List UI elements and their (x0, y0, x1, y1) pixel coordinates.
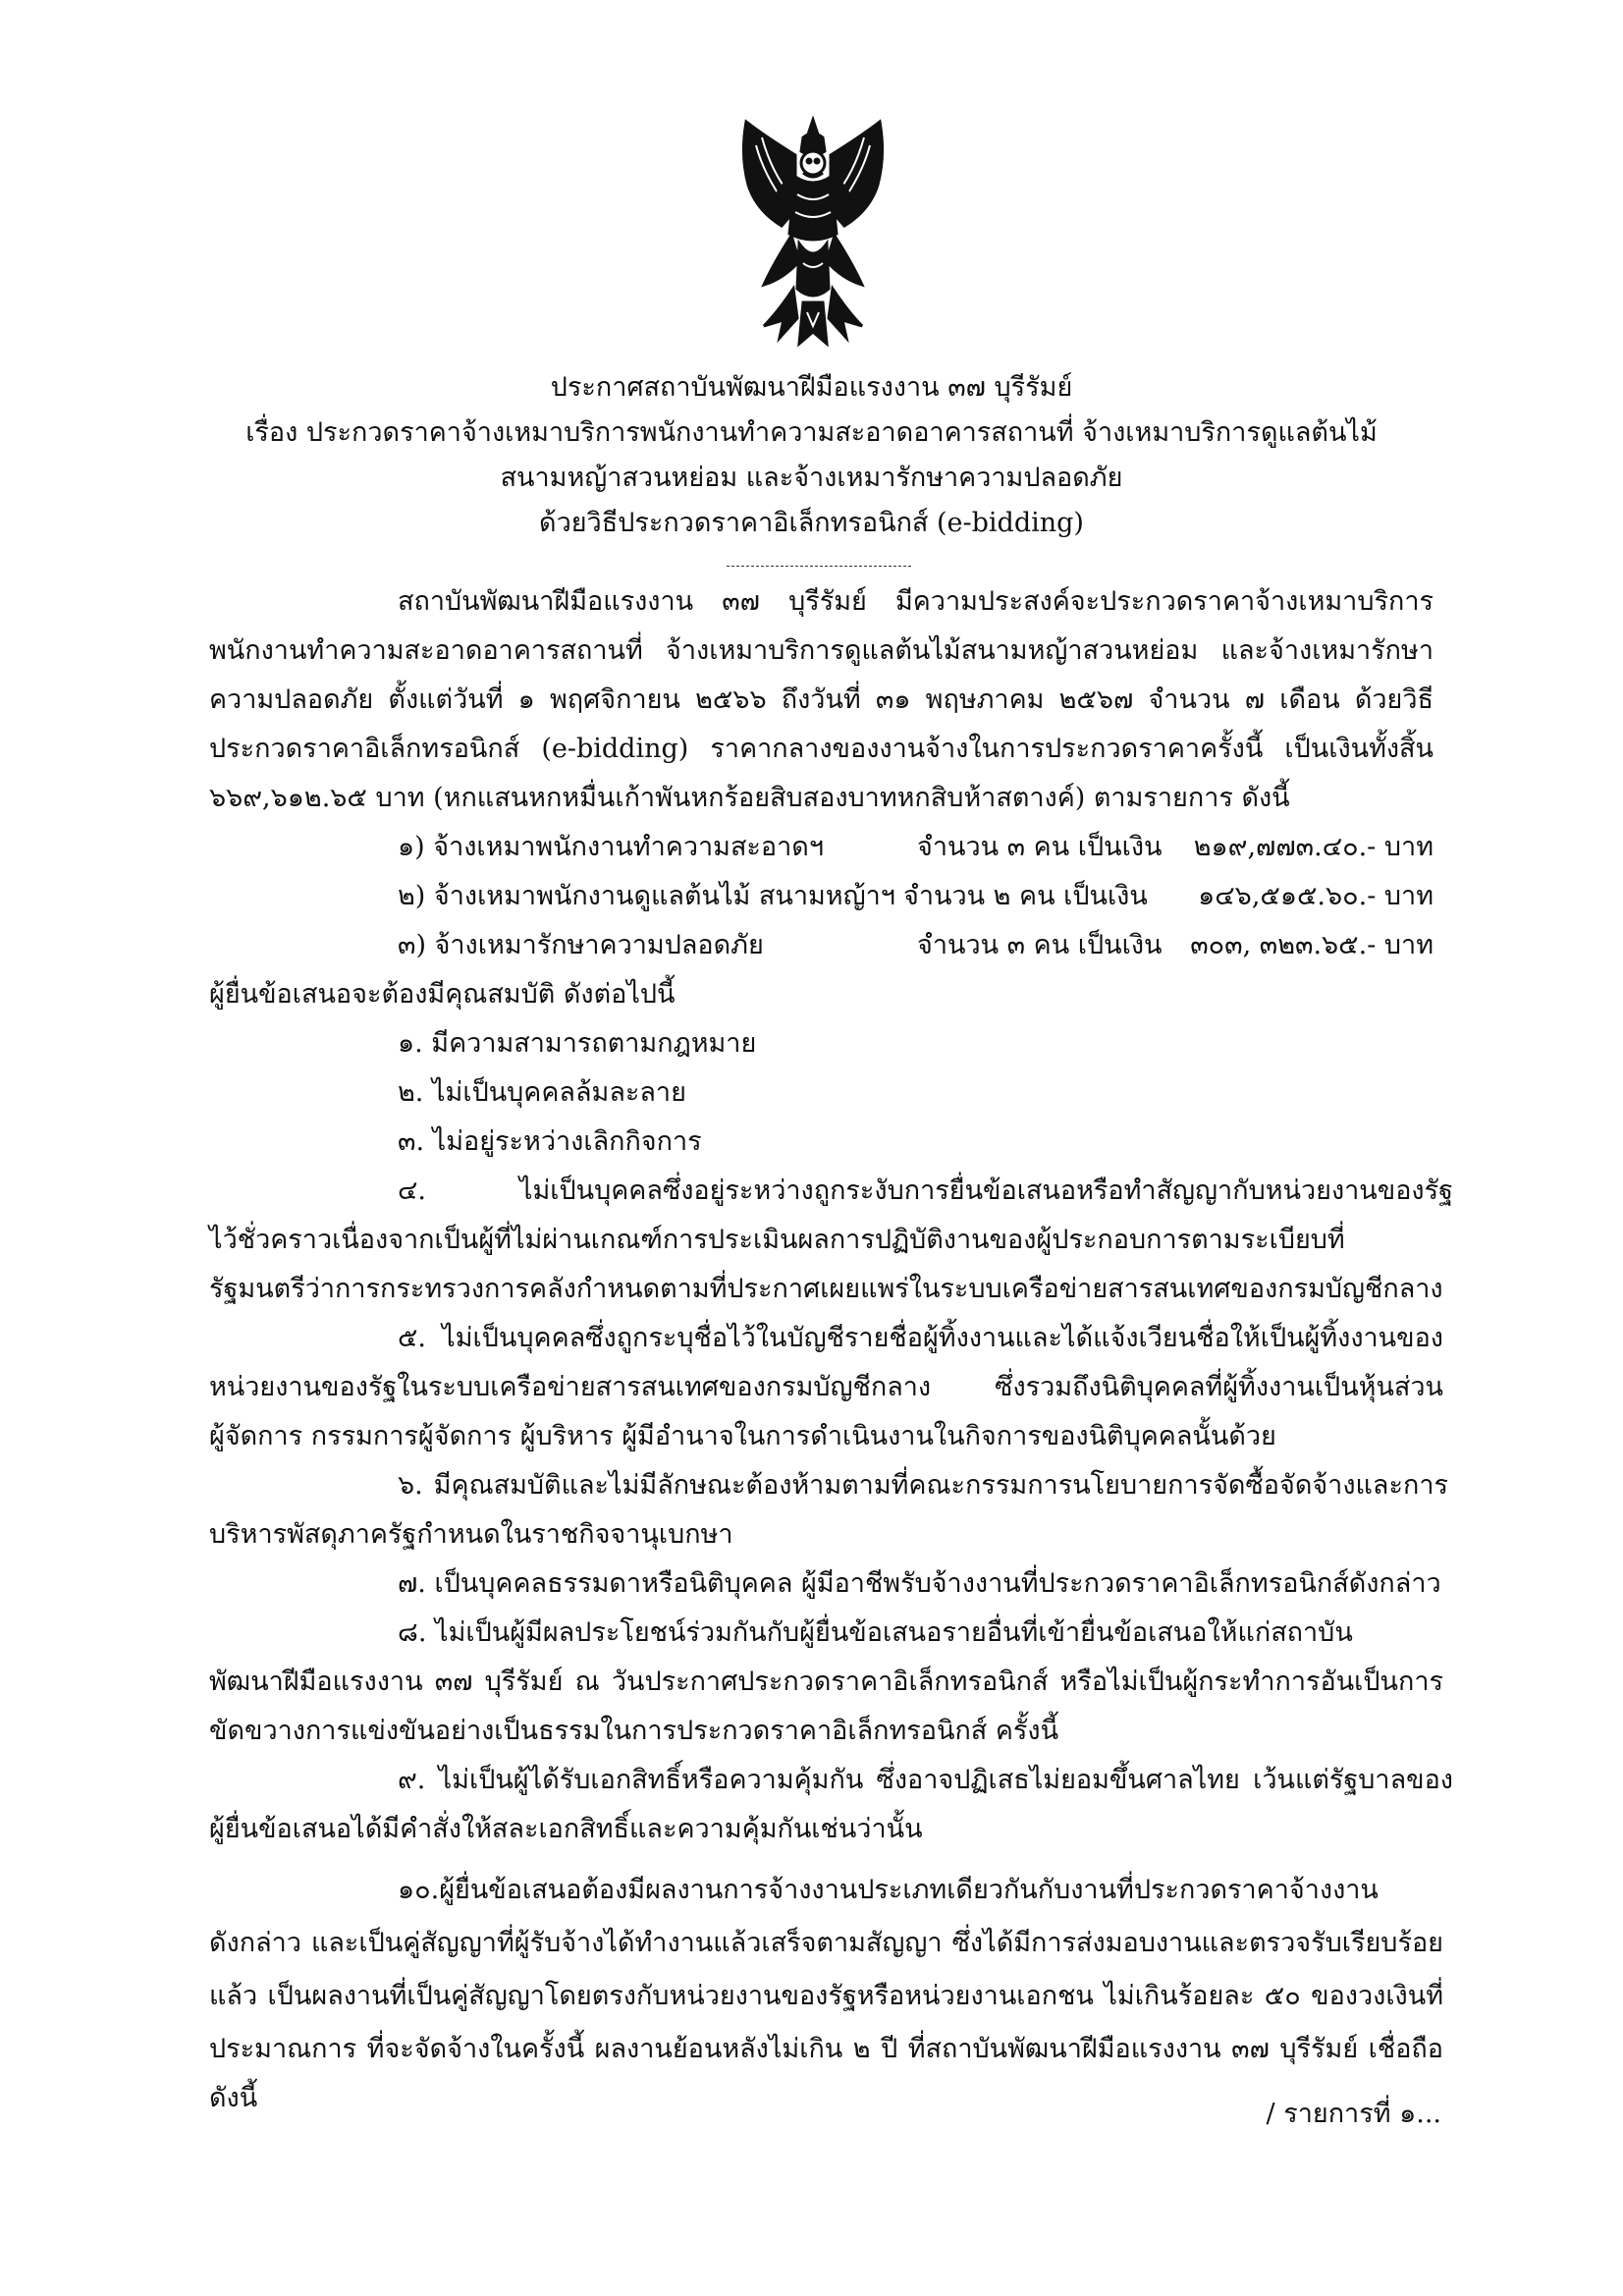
subject-line-1: เรื่อง ประกวดราคาจ้างเหมาบริการพนักงานทำความสะอาดอาคารสถานที่ จ้างเหมาบริการดูแลต้นไม้ (245, 417, 1378, 448)
announcement-title: ประกาศสถาบันพัฒนาฝีมือแรงงาน ๓๗ บุรีรัมย์ (550, 372, 1073, 403)
qualification-5: ๕. ไม่เป็นบุคคลซึ่งถูกระบุชื่อไว้ในบัญชีรายชื่อผู้ทิ้งงานและได้แจ้งเวียนชื่อให้เป็นผู้ทิ้งงานของ (398, 1323, 1443, 1353)
qualification-6: บริหารพัสดุภาครัฐกำหนดในราชกิจจานุเบกษา (209, 1519, 733, 1550)
header-divider (727, 566, 911, 567)
item-amount: ๓๐๓, ๓๒๓.๖๕.- บาท (1190, 930, 1434, 960)
subject-line-3: ด้วยวิธีประกวดราคาอิเล็กทรอนิกส์ (e-bidding) (539, 508, 1084, 538)
intro-line: ความปลอดภัย ตั้งแต่วันที่ ๑ พฤศจิกายน ๒๕๖๖ ถึงวันที่ ๓๑ พฤษภาคม ๒๕๖๗ จำนวน ๗ เดือน ด้วยวิธี (209, 684, 1434, 715)
intro-line: พนักงานทำความสะอาดอาคารสถานที่ จ้างเหมาบริการดูแลต้นไม้สนามหญ้าสวนหย่อม และจ้างเหมารักษา (209, 635, 1434, 666)
item-label: ๓) จ้างเหมารักษาความปลอดภัย (398, 930, 764, 960)
intro-line: สถาบันพัฒนาฝีมือแรงงาน ๓๗ บุรีรัมย์ มีความประสงค์จะประกวดราคาจ้างเหมาบริการ (398, 586, 1434, 617)
qualification-8: พัฒนาฝีมือแรงงาน ๓๗ บุรีรัมย์ ณ วันประกาศประกวดราคาอิเล็กทรอนิกส์ หรือไม่เป็นผู้กระทำการอันเป็นการ (209, 1667, 1443, 1697)
qualification-10: ๑๐.ผู้ยื่นข้อเสนอต้องมีผลงานการจ้างงานประเภทเดียวกันกับงานที่ประกวดราคาจ้างงาน (398, 1875, 1379, 1905)
qualification-5: หน่วยงานของรัฐในระบบเครือข่ายสารสนเทศของกรมบัญชีกลาง ซึ่งรวมถึงนิติบุคคลที่ผู้ทิ้งงานเป็นหุ้นส่วน (209, 1372, 1443, 1402)
qualification-5: ผู้จัดการ กรรมการผู้จัดการ ผู้บริหาร ผู้มีอำนาจในการดำเนินงานในกิจการของนิติบุคคลนั้นด้วย (209, 1421, 1276, 1451)
qualification-10: ประมาณการ ที่จะจัดจ้างในครั้งนี้ ผลงานย้อนหลังไม่เกิน ๒ ปี ที่สถาบันพัฒนาฝีมือแรงงาน ๓๗ บุรีรัมย์ เชื่อถือ (209, 2034, 1443, 2064)
qualification-10: ดังกล่าว และเป็นคู่สัญญาที่ผู้รับจ้างได้ทำงานแล้วเสร็จตามสัญญา ซึ่งได้มีการส่งมอบงานและตรวจรับเรียบร้อย (209, 1928, 1443, 1958)
qualification-4: ไว้ชั่วคราวเนื่องจากเป็นผู้ที่ไม่ผ่านเกณฑ์การประเมินผลการปฏิบัติงานของผู้ประกอบการตามระเบียบที่ (209, 1225, 1345, 1255)
item-label: ๒) จ้างเหมาพนักงานดูแลต้นไม้ สนามหญ้าฯ (398, 881, 895, 911)
qualification-3: ๓. ไม่อยู่ระหว่างเลิกกิจการ (398, 1126, 702, 1157)
qualification-4: รัฐมนตรีว่าการกระทรวงการคลังกำหนดตามที่ประกาศเผยแพร่ในระบบเครือข่ายสารสนเทศของกรมบัญชีกลาง (209, 1274, 1443, 1304)
continuation-note: / รายการที่ ๑... (1266, 2099, 1441, 2129)
item-count: จำนวน ๒ คน เป็นเงิน (903, 881, 1148, 911)
item-label: ๑) จ้างเหมาพนักงานทำความสะอาดฯ (398, 832, 825, 862)
intro-line: ประกวดราคาอิเล็กทรอนิกส์ (e-bidding) ราคากลางของงานจ้างในการประกวดราคาครั้งนี้ เป็นเงินทั้งสิ้น (209, 734, 1434, 764)
item-count: จำนวน ๓ คน เป็นเงิน (917, 832, 1163, 862)
qualification-intro: ผู้ยื่นข้อเสนอจะต้องมีคุณสมบัติ ดังต่อไปนี้ (209, 979, 676, 1010)
qualification-9: ผู้ยื่นข้อเสนอได้มีคำสั่งให้สละเอกสิทธิ์และความคุ้มกันเช่นว่านั้น (209, 1814, 923, 1844)
qualification-2: ๒. ไม่เป็นบุคคลล้มละลาย (398, 1077, 686, 1108)
item-amount: ๒๑๙,๗๗๓.๔๐.- บาท (1193, 832, 1434, 862)
qualification-7: ๗. เป็นบุคคลธรรมดาหรือนิติบุคคล ผู้มีอาชีพรับจ้างงานที่ประกวดราคาอิเล็กทรอนิกส์ดังกล่าว (398, 1568, 1441, 1599)
qualification-10: ดังนี้ (209, 2083, 258, 2113)
garuda-emblem-icon (734, 116, 892, 350)
qualification-6: ๖. มีคุณสมบัติและไม่มีลักษณะต้องห้ามตามที่คณะกรรมการนโยบายการจัดซื้อจัดจ้างและการ (398, 1470, 1448, 1501)
qualification-9: ๙. ไม่เป็นผู้ได้รับเอกสิทธิ์หรือความคุ้มกัน ซึ่งอาจปฏิเสธไม่ยอมขึ้นศาลไทย เว้นแต่รัฐบาลของ (398, 1765, 1453, 1795)
qualification-10: แล้ว เป็นผลงานที่เป็นคู่สัญญาโดยตรงกับหน่วยงานของรัฐหรือหน่วยงานเอกชน ไม่เกินร้อยละ ๕๐ ของวงเงินที่ (209, 1981, 1443, 2011)
qualification-4: ๔. ไม่เป็นบุคคลซึ่งอยู่ระหว่างถูกระงับการยื่นข้อเสนอหรือทำสัญญากับหน่วยงานของรัฐ (398, 1175, 1453, 1206)
qualification-8: ๘. ไม่เป็นผู้มีผลประโยชน์ร่วมกันกับผู้ยื่นข้อเสนอรายอื่นที่เข้ายื่นข้อเสนอให้แก่สถาบัน (398, 1617, 1353, 1648)
qualification-8: ขัดขวางการแข่งขันอย่างเป็นธรรมในการประกวดราคาอิเล็กทรอนิกส์ ครั้งนี้ (209, 1716, 1059, 1746)
qualification-1: ๑. มีความสามารถตามกฎหมาย (398, 1028, 757, 1059)
item-amount: ๑๔๖,๕๑๕.๖๐.- บาท (1198, 881, 1434, 911)
subject-line-2: สนามหญ้าสวนหย่อม และจ้างเหมารักษาความปลอดภัย (500, 463, 1123, 493)
item-count: จำนวน ๓ คน เป็นเงิน (917, 930, 1163, 960)
intro-line: ๖๖๙,๖๑๒.๖๕ บาท (หกแสนหกหมื่นเก้าพันหกร้อยสิบสองบาทหกสิบห้าสตางค์) ตามรายการ ดังนี้ (209, 783, 1290, 813)
